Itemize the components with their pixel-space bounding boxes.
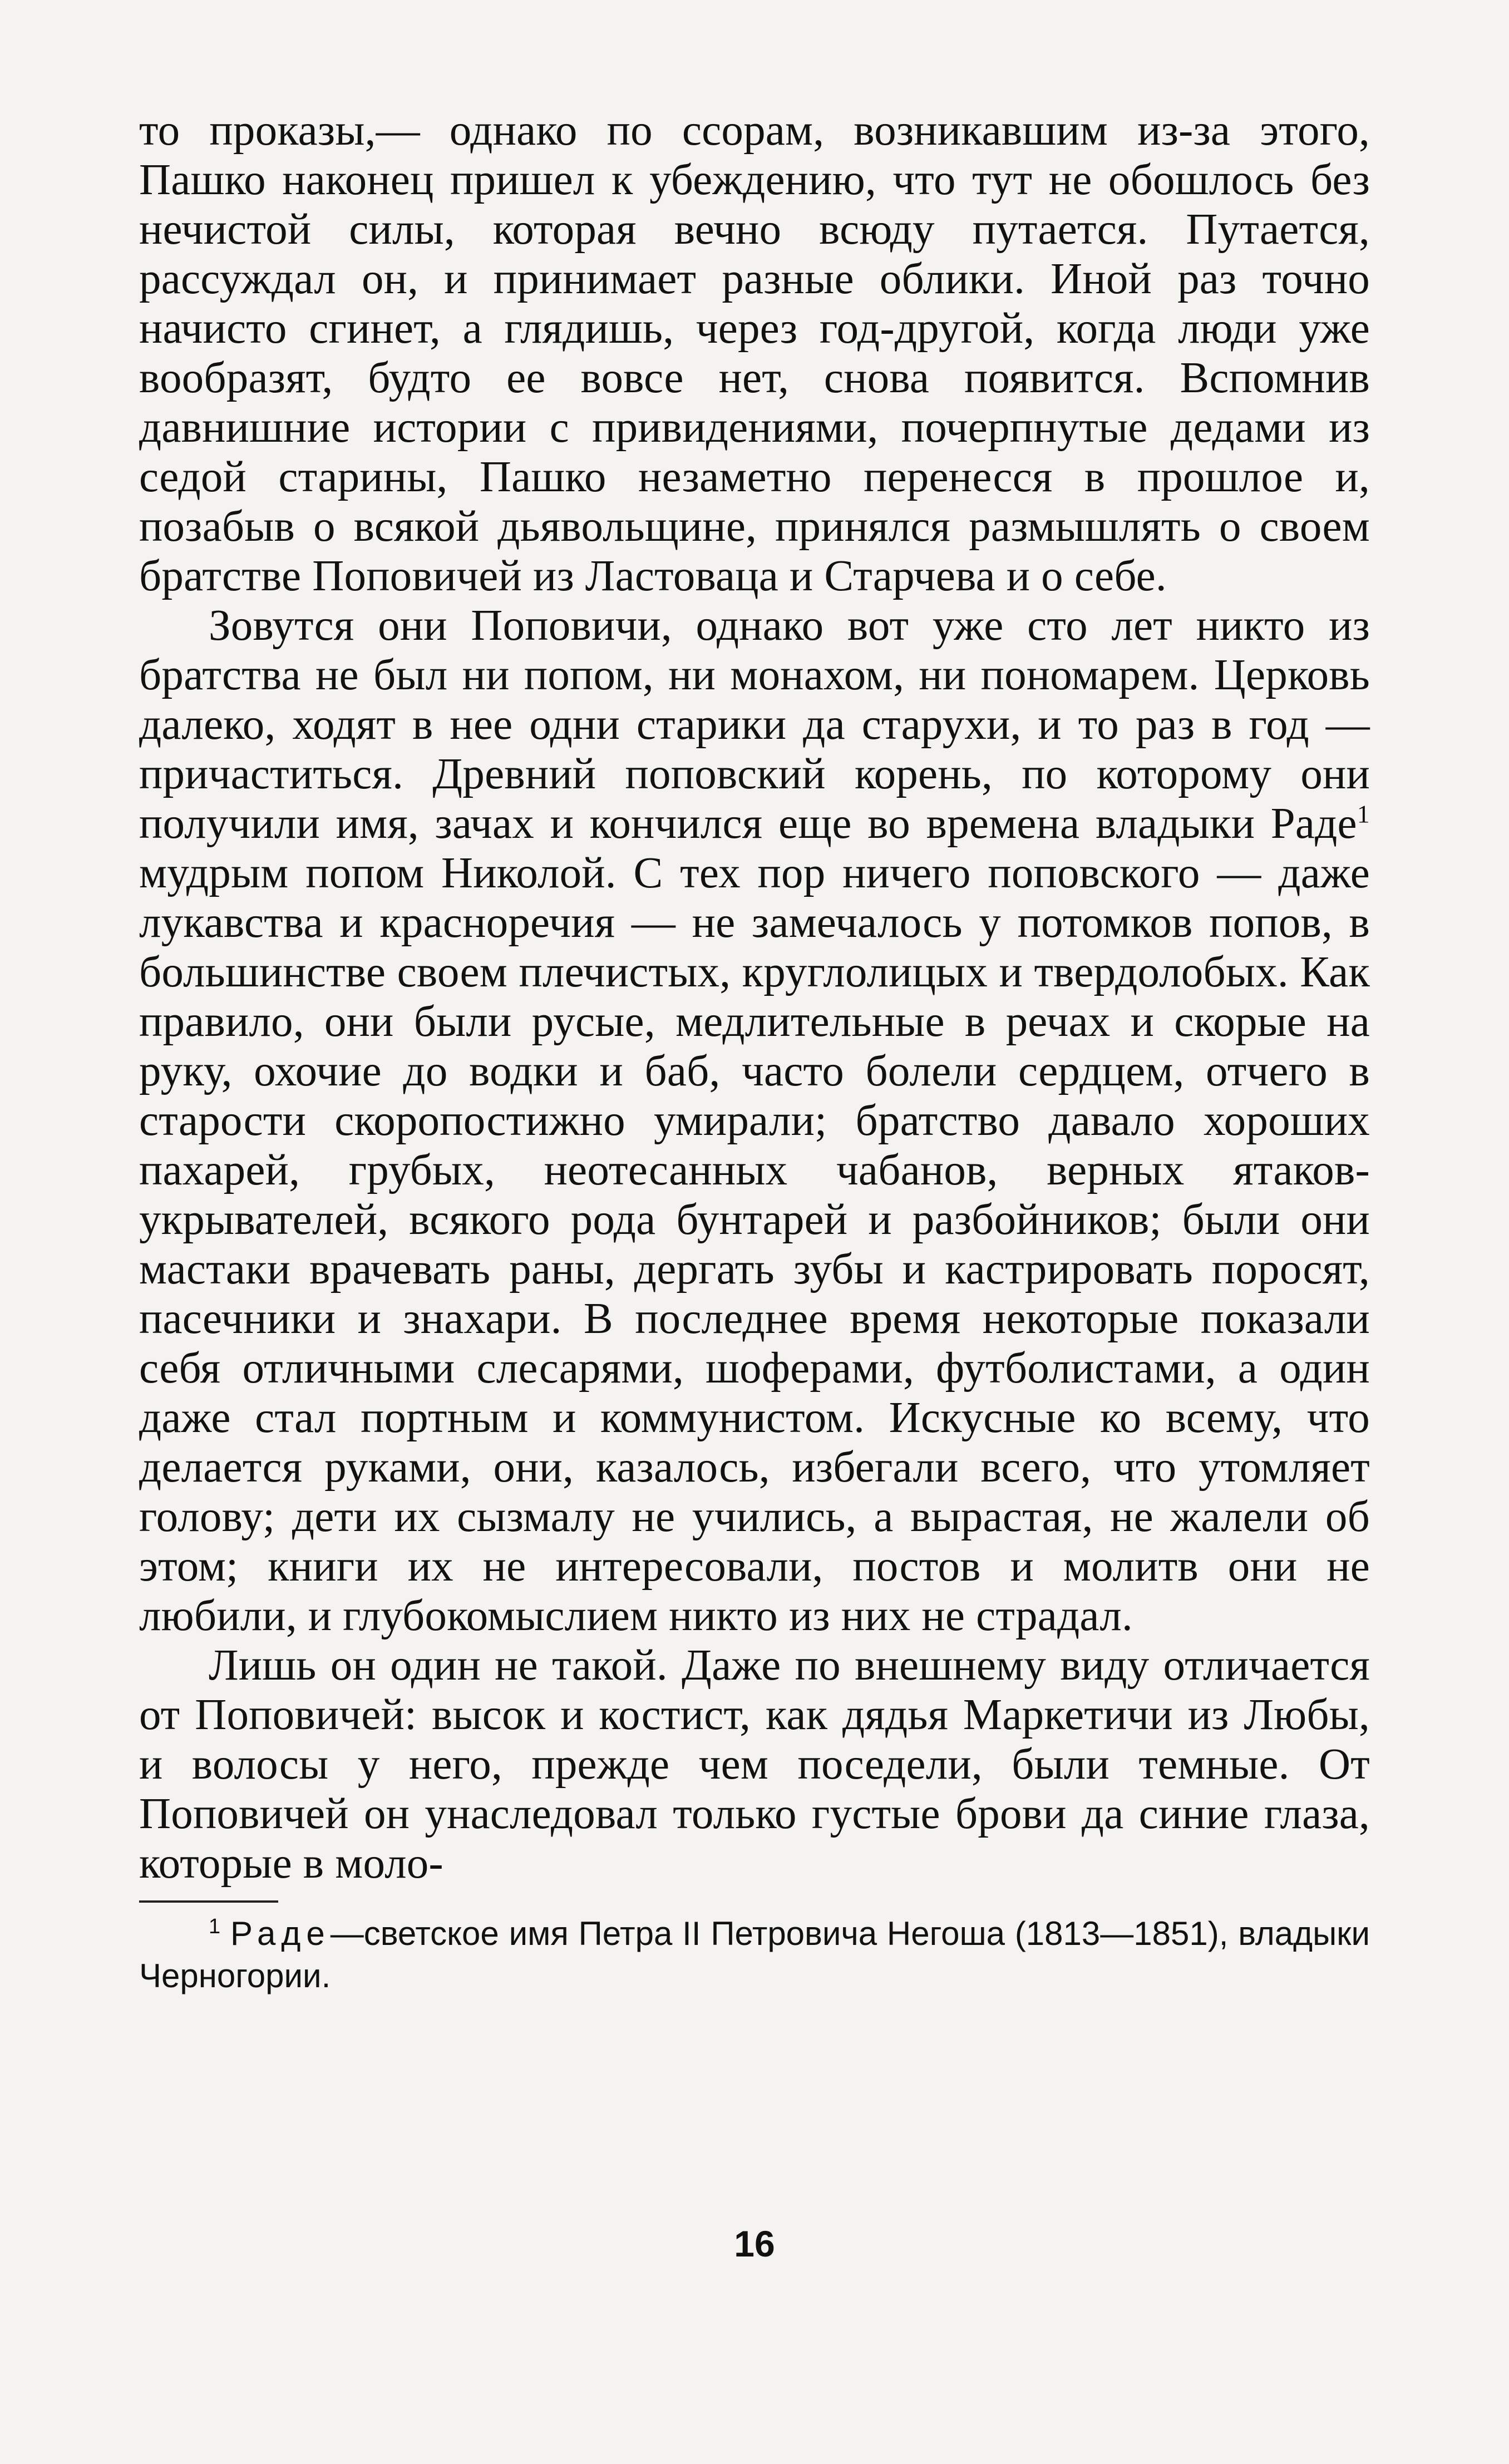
footnote [139,1913,1370,1997]
main-text [139,106,1370,1888]
paragraph-3: Лишь он один не такой. Даже по внешнему виду отличается от Поповичей: высок и костист, как дядья Маркетичи из Любы, и волосы у него, прежде чем поседели, были темные. От Поповичей он унаследовал только густые брови да синие глаза, которые в моло- [139,1641,1370,1888]
footnote-reference: 1 [1357,799,1370,828]
page-number: 16 [734,2223,775,2264]
paragraph-1: то проказы,— однако по ссорам, возникавшим из-за этого, Пашко наконец пришел к убеждению, что тут не обошлось без нечистой силы, которая вечно всюду путается. Путается, рассуждал он, и принимает разные облики. Иной раз точно начисто сгинет, а глядишь, через год-другой, когда люди уже вообразят, будто ее вовсе нет, снова появится. Вспомнив давнишние истории с привидениями, почерпнутые дедами из седой старины, Пашко незаметно перенесся в прошлое и, позабыв о всякой дьявольщине, принялся размышлять о своем братстве Поповичей из Ластоваца и Старчева и о себе. [139,106,1370,600]
footnote-text: —светское имя Петра II Петровича Негоша (1813—1851), владыки Черногории. [139,1915,1370,1994]
footnote-number: 1 [209,1915,221,1938]
paragraph-2 [139,601,1370,1641]
paragraph-2-text-a: Зовутся они Поповичи, однако вот уже сто лет никто из братства не был ни попом, ни монахом, ни пономарем. Церковь далеко, ходят в нее одни старики да старухи, и то раз в год — причаститься. Древний поповский корень, по которому они получили имя, зачах и кончился еще во времена владыки Раде [139,601,1370,848]
footnote-term: Раде [230,1915,331,1952]
paragraph-2-text-b: мудрым попом Николой. С тех пор ничего поповского — даже лукавства и красноречия — не замечалось у потомков попов, в большинстве своем плечистых, круглолицых и твердолобых. Как правило, они были русые, медлительные в речах и скорые на руку, охочие до водки и баб, часто болели сердцем, отчего в старости скоропостижно умирали; братство давало хороших пахарей, грубых, неотесанных чабанов, верных ятаков-укрывателей, всякого рода бунтарей и разбойников; были они мастаки врачевать раны, дергать зубы и кастрировать поросят, пасечники и знахари. В последнее время некоторые показали себя отличными слесарями, шоферами, футболистами, а один даже стал портным и коммунистом. Искусные ко всему, что делается руками, они, казалось, избегали всего, что утомляет голову; дети их сызмалу не учились, а вырастая, не жалели об этом; книги их не интересовали, постов и молитв они не любили, и глубокомыслием никто из них не страдал. [139,849,1370,1640]
footnote-divider [139,1900,278,1903]
